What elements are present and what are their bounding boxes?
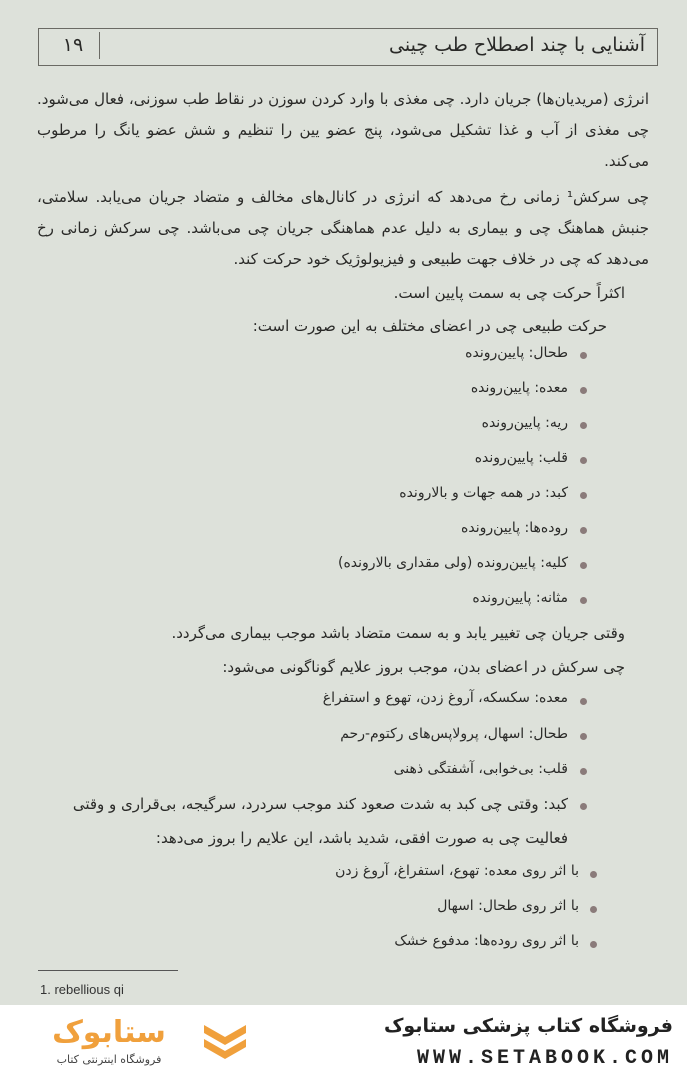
paragraph-5: وقتی جریان چی تغییر یابد و به سمت متضاد باشد موجب بیماری می‌گردد. xyxy=(171,624,625,642)
bullet-icon xyxy=(590,941,597,948)
bullet-icon xyxy=(580,733,587,740)
store-url-link[interactable]: WWW.SETABOOK.COM xyxy=(416,1047,673,1070)
list-item: طحال: اسهال، پرولاپس‌های رکتوم-رحم xyxy=(340,726,568,742)
list-item: قلب: پایین‌رونده xyxy=(474,450,568,466)
chapter-title: آشنایی با چند اصطلاح طب چینی xyxy=(389,34,645,56)
footnote: 1. rebellious qi xyxy=(40,982,124,997)
bullet-icon xyxy=(580,352,587,359)
logo-text: ستابوک xyxy=(52,1015,166,1050)
list-item: کلیه: پایین‌رونده (ولی مقداری بالارونده) xyxy=(338,555,568,571)
logo-tagline: فروشگاه اینترنتی کتاب xyxy=(56,1053,162,1066)
page-header xyxy=(38,28,658,66)
list-item: با اثر روی روده‌ها: مدفوع خشک xyxy=(394,933,579,949)
bullet-icon xyxy=(590,906,597,913)
bullet-icon xyxy=(580,492,587,499)
bullet-icon xyxy=(590,871,597,878)
list-item: قلب: بی‌خوابی، آشفتگی ذهنی xyxy=(393,761,568,777)
bullet-icon xyxy=(580,768,587,775)
list-item: معده: سکسکه، آروغ زدن، تهوع و استفراغ xyxy=(322,690,568,706)
list-item: روده‌ها: پایین‌رونده xyxy=(461,520,568,536)
bullet-icon xyxy=(580,527,587,534)
bullet-icon xyxy=(580,562,587,569)
bullet-icon xyxy=(580,387,587,394)
list-item: با اثر روی طحال: اسهال xyxy=(437,898,579,914)
bullet-icon xyxy=(580,597,587,604)
list-item: مثانه: پایین‌رونده xyxy=(472,590,568,606)
bullet-icon xyxy=(580,422,587,429)
liver-line-2: فعالیت چی به صورت افقی، شدید باشد، این علایم را بروز می‌دهد: xyxy=(155,829,568,847)
paragraph-3: اکثراً حرکت چی به سمت پایین است. xyxy=(393,284,625,302)
store-logo[interactable] xyxy=(24,1015,194,1067)
page-number: ۱۹ xyxy=(47,32,100,59)
paragraph-1: انرژی (مریدیان‌ها) جریان دارد. چی مغذی با وارد کردن سوزن در نقاط طب سوزنی، فعال می‌شود. چی مغذی از آب و غذا تشکیل می‌شود، پنج عضو یین را تنظیم و شش عضو یانگ را مرطوب می‌کند. xyxy=(37,90,649,170)
store-name: فروشگاه کتاب پزشکی ستابوک xyxy=(383,1015,673,1037)
liver-line-1: کبد: وقتی چی کبد به شدت صعود کند موجب سردرد، سرگیجه، بی‌قراری و وقتی xyxy=(72,795,568,813)
list-item: با اثر روی معده: تهوع، استفراغ، آروغ زدن xyxy=(335,863,579,879)
paragraph-2: چی سرکش¹ زمانی رخ می‌دهد که انرژی در کانال‌های مخالف و متضاد جریان می‌یابد. سلامتی، جنبش هماهنگ چی و بیماری به دلیل عدم هماهنگی جریان چی می‌باشد. چی سرکش زمانی رخ می‌دهد که چی در خلاف جهت طبیعی و فیزیولوژیک خود حرکت کند. xyxy=(37,188,649,268)
bullet-icon xyxy=(580,698,587,705)
store-banner xyxy=(0,1005,687,1080)
footnote-divider xyxy=(38,970,178,971)
paragraph-6: چی سرکش در اعضای بدن، موجب بروز علایم گوناگونی می‌شود: xyxy=(222,658,625,676)
list-item: ریه: پایین‌رونده xyxy=(481,415,568,431)
list-item: طحال: پایین‌رونده xyxy=(465,345,568,361)
bullet-icon xyxy=(580,457,587,464)
chevron-logo-icon xyxy=(200,1019,250,1065)
list-item: کبد: در همه جهات و بالارونده xyxy=(399,485,568,501)
paragraph-4: حرکت طبیعی چی در اعضای مختلف به این صورت است: xyxy=(252,317,607,335)
list-item: معده: پایین‌رونده xyxy=(470,380,568,396)
bullet-icon xyxy=(580,803,587,810)
